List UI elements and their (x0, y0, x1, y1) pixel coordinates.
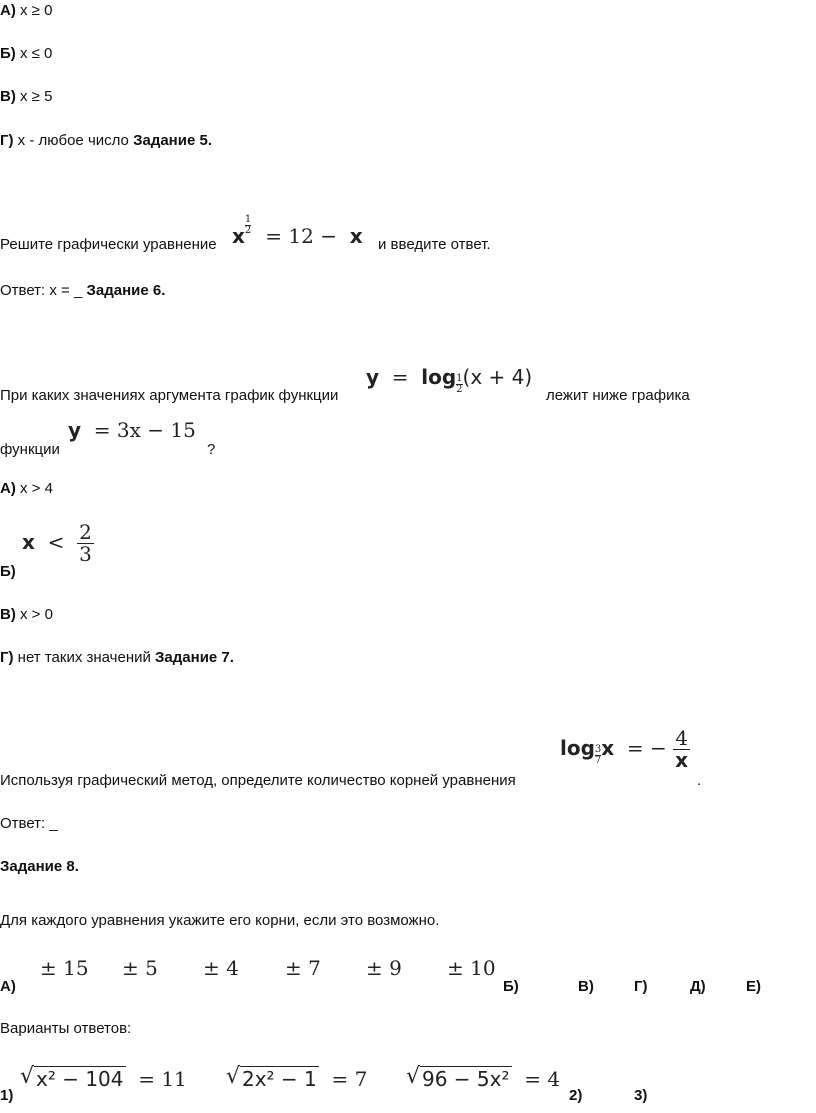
option-letter: Г) (0, 649, 14, 666)
task8-text: Для каждого уравнения укажите его корни, если это возможно. (0, 912, 440, 929)
task6-option-g (0, 649, 234, 666)
eq-var: y (366, 365, 380, 389)
fraction: $\frac{4}{x}$ (675, 726, 689, 772)
task8-root-2: ± 5 (122, 956, 158, 980)
log-base: $\frac{1}{2}$ (456, 373, 463, 395)
task6-header: Задание 6. (86, 282, 166, 299)
eq-var: x (22, 530, 35, 554)
task7-answer: Ответ: _ (0, 815, 58, 832)
sqrt: √ x² − 104 (20, 1064, 124, 1091)
task8-eq-number-2: 2) (569, 1087, 583, 1104)
option-text: x ≤ 0 (15, 45, 53, 62)
eq-var: x (601, 736, 615, 760)
task6-function1 (366, 365, 532, 395)
eq-rhs: = 4 (524, 1067, 561, 1091)
log-label: log (560, 736, 595, 760)
task8-eq-number-3: 3) (634, 1087, 648, 1104)
eq-var: y (68, 418, 82, 442)
task6-option-b-math (22, 522, 94, 565)
eq-rest: = 3x − 15 (93, 418, 196, 442)
sqrt: √ 96 − 5x² (406, 1064, 510, 1091)
task8-letter-b: Б) (503, 978, 519, 995)
eq-rest: = 12 − (265, 224, 337, 248)
task7-header: Задание 7. (155, 649, 234, 666)
task8-variants-label: Варианты ответов: (0, 1020, 132, 1037)
task8-letter-d: Д) (690, 978, 706, 995)
task8-root-3: ± 4 (203, 956, 239, 980)
log-label: log (421, 365, 457, 389)
eq-sign: = (391, 365, 409, 389)
option-a (0, 2, 52, 19)
task8-header: Задание 8. (0, 858, 79, 875)
task8-equation-3 (406, 1066, 560, 1091)
task6-option-b (0, 563, 16, 580)
option-letter: В) (0, 606, 16, 623)
option-b (0, 45, 52, 62)
task7-text: Используя графический метод, определите количество корней уравнения (0, 772, 516, 789)
task7-equation (560, 728, 690, 771)
option-text: x > 4 (15, 480, 53, 497)
task8-root-6: ± 10 (447, 956, 496, 980)
task5-equation (232, 215, 363, 248)
eq-var: x (232, 224, 245, 248)
task6-question-mark: ? (207, 441, 216, 458)
task7-dot: . (697, 772, 702, 789)
fraction: $\frac{2}{3}$ (79, 520, 92, 566)
task6-function2 (68, 418, 196, 442)
option-text: x ≥ 5 (15, 88, 53, 105)
eq-var: x (349, 224, 363, 248)
task8-root-4: ± 7 (285, 956, 321, 980)
task6-text-line2: функции (0, 441, 60, 458)
task5-text-after: и введите ответ. (378, 236, 491, 253)
option-text: x - любое число (13, 132, 134, 149)
task8-eq-number-1: 1) (0, 1087, 14, 1104)
eq-relation: < (47, 530, 65, 554)
task5-header: Задание 5. (133, 132, 212, 149)
task6-option-v (0, 606, 53, 623)
option-text: x ≥ 0 (15, 2, 53, 19)
eq-rest: = − (626, 736, 667, 760)
option-letter: Г) (0, 132, 14, 149)
option-letter: Б) (0, 45, 16, 62)
task8-root-5: ± 9 (366, 956, 402, 980)
task6-option-a (0, 480, 53, 497)
log-base: $\frac{3}{7}$ (594, 744, 602, 766)
option-letter: А) (0, 480, 16, 497)
option-text: нет таких значений (13, 649, 156, 666)
task8-letter-g: Г) (634, 978, 648, 995)
task5-answer (0, 282, 165, 299)
task6-text-after: лежит ниже графика (546, 387, 690, 404)
log-arg: (x + 4) (462, 365, 533, 389)
eq-exponent: $\frac{1}{2}$ (244, 214, 252, 236)
task8-equation-1 (20, 1066, 187, 1091)
option-letter: А) (0, 2, 16, 19)
task8-letter-e: Е) (746, 978, 761, 995)
option-g (0, 132, 212, 149)
option-letter: Б) (0, 563, 16, 580)
task8-root-1: ± 15 (40, 956, 89, 980)
option-text: x > 0 (15, 606, 53, 623)
task8-row-letter: А) (0, 978, 16, 995)
eq-rhs: = 11 (138, 1067, 187, 1091)
task8-letter-v: В) (578, 978, 594, 995)
eq-rhs: = 7 (331, 1067, 368, 1091)
option-v (0, 88, 52, 105)
sqrt: √ 2x² − 1 (226, 1064, 317, 1091)
task6-text-before: При каких значениях аргумента график функции (0, 387, 339, 404)
answer-prefix: Ответ: x = _ (0, 282, 87, 299)
task8-equation-2 (226, 1066, 367, 1091)
task5-text-before: Решите графически уравнение (0, 236, 217, 253)
option-letter: В) (0, 88, 16, 105)
